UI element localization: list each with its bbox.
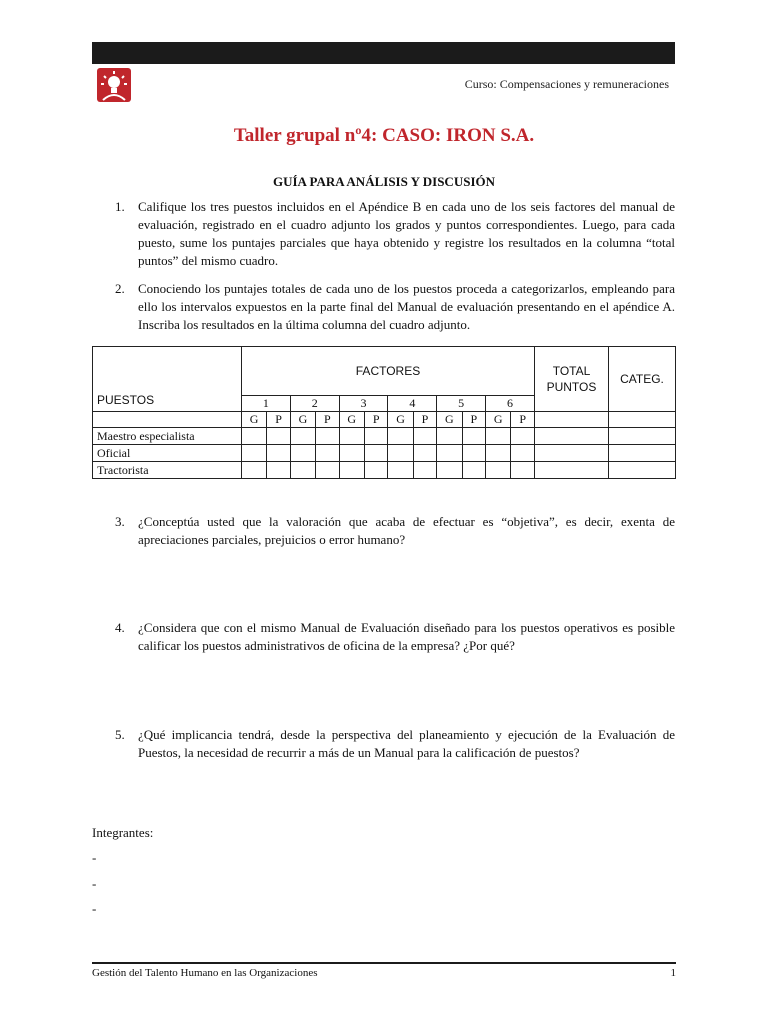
table-row bbox=[93, 428, 676, 445]
grado-label: G bbox=[339, 412, 364, 428]
grado-label: G bbox=[242, 412, 267, 428]
table-cell bbox=[339, 462, 364, 479]
table-cell bbox=[511, 462, 535, 479]
footer-text: Gestión del Talento Humano en las Organizaciones bbox=[92, 967, 318, 979]
factor-number: 5 bbox=[437, 396, 486, 412]
table-cell bbox=[388, 445, 413, 462]
table-cell bbox=[462, 445, 486, 462]
table-cell bbox=[388, 462, 413, 479]
table-cell bbox=[462, 462, 486, 479]
grado-label: G bbox=[388, 412, 413, 428]
table-cell bbox=[413, 445, 437, 462]
puntos-label: P bbox=[413, 412, 437, 428]
section-subtitle: GUÍA PARA ANÁLISIS Y DISCUSIÓN bbox=[272, 174, 495, 189]
table-cell bbox=[388, 428, 413, 445]
table-cell bbox=[511, 428, 535, 445]
table-cell bbox=[364, 428, 388, 445]
table-cell bbox=[267, 462, 291, 479]
factor-number: 6 bbox=[486, 396, 535, 412]
table-cell bbox=[437, 445, 462, 462]
table-cell bbox=[364, 445, 388, 462]
table-cell bbox=[242, 445, 267, 462]
factor-number: 3 bbox=[339, 396, 388, 412]
factores-header: FACTORES bbox=[242, 347, 535, 396]
table-cell bbox=[267, 428, 291, 445]
table-cell bbox=[364, 462, 388, 479]
table-cell bbox=[316, 445, 340, 462]
empty-cell bbox=[609, 412, 676, 428]
table-cell bbox=[339, 428, 364, 445]
table-cell bbox=[511, 445, 535, 462]
question-text: ¿Conceptúa usted que la valoración que acaba de efectuar es “objetiva”, es decir, exenta de apreciaciones parciales, prejuicios o error humano? bbox=[138, 514, 675, 547]
table-cell bbox=[609, 462, 676, 479]
table-cell bbox=[486, 445, 511, 462]
table-cell bbox=[486, 462, 511, 479]
grado-label: G bbox=[290, 412, 315, 428]
puntos-label: P bbox=[462, 412, 486, 428]
factor-number: 2 bbox=[290, 396, 339, 412]
evaluation-table bbox=[92, 346, 676, 479]
row-label: Maestro especialista bbox=[93, 428, 242, 445]
question-number: 2. bbox=[115, 281, 125, 296]
integrantes-label: Integrantes: bbox=[92, 825, 154, 840]
table-cell bbox=[535, 462, 609, 479]
categ-header: CATEG. bbox=[609, 347, 676, 412]
row-label: Tractorista bbox=[93, 462, 242, 479]
grado-label: G bbox=[486, 412, 511, 428]
puestos-header: PUESTOS bbox=[93, 347, 242, 412]
table-row bbox=[93, 462, 676, 479]
member-line: - bbox=[92, 901, 97, 916]
table-cell bbox=[267, 445, 291, 462]
question-number: 1. bbox=[115, 199, 125, 214]
factor-number: 4 bbox=[388, 396, 437, 412]
course-name: Curso: Compensaciones y remuneraciones bbox=[464, 77, 669, 91]
table-row bbox=[93, 445, 676, 462]
table-cell bbox=[242, 428, 267, 445]
table-cell bbox=[316, 428, 340, 445]
table-cell bbox=[290, 445, 315, 462]
table-cell bbox=[290, 428, 315, 445]
empty-cell bbox=[535, 412, 609, 428]
question-text: ¿Considera que con el mismo Manual de Evaluación diseñado para los puestos operativos es posible calificar los puestos administrativos de oficina de la empresa? ¿Por qué? bbox=[138, 620, 675, 653]
table-cell bbox=[437, 462, 462, 479]
table-cell bbox=[316, 462, 340, 479]
lightbulb-logo-icon bbox=[97, 68, 131, 102]
question-text: Conociendo los puntajes totales de cada uno de los puestos proceda a categorizarlos, empleando para ello los intervalos expuestos en la parte final del Manual de evaluación presentando en el apéndice A. Inscriba los resultados en la última columna del cuadro adjunto. bbox=[138, 281, 675, 332]
factor-number: 1 bbox=[242, 396, 291, 412]
table-cell bbox=[609, 445, 676, 462]
table-cell bbox=[413, 428, 437, 445]
table-cell bbox=[437, 428, 462, 445]
question-text: ¿Qué implicancia tendrá, desde la perspectiva del planeamiento y ejecución de la Evaluación de Puestos, la necesidad de recurrir a más de un Manual para la calificación de puestos? bbox=[138, 727, 675, 760]
grado-label: G bbox=[437, 412, 462, 428]
puntos-label: P bbox=[511, 412, 535, 428]
table-cell bbox=[413, 462, 437, 479]
footer-divider bbox=[92, 962, 676, 964]
table-cell bbox=[339, 445, 364, 462]
puntos-label: P bbox=[316, 412, 340, 428]
puntos-label: P bbox=[267, 412, 291, 428]
member-line: - bbox=[92, 850, 97, 865]
page-number: 1 bbox=[670, 967, 676, 979]
page-title: Taller grupal nº4: CASO: IRON S.A. bbox=[233, 125, 535, 146]
table-cell bbox=[242, 462, 267, 479]
row-label: Oficial bbox=[93, 445, 242, 462]
question-number: 4. bbox=[115, 620, 125, 635]
table-cell bbox=[486, 428, 511, 445]
table-cell bbox=[609, 428, 676, 445]
question-text: Califique los tres puestos incluidos en el Apéndice B en cada uno de los seis factores del manual de evaluación, registrado en el cuadro adjunto los grados y puntos correspondientes. Luego, para cada puesto, sume los puntajes parciales que haya obtenido y registre los resultados en la columna “total puntos” del mismo cuadro. bbox=[138, 199, 675, 268]
question-number: 5. bbox=[115, 727, 125, 742]
total-puntos-header: TOTAL PUNTOS bbox=[535, 347, 609, 412]
table-cell bbox=[462, 428, 486, 445]
table-cell bbox=[535, 445, 609, 462]
table-cell bbox=[535, 428, 609, 445]
table-cell bbox=[290, 462, 315, 479]
member-line: - bbox=[92, 876, 97, 891]
header-bar bbox=[92, 42, 675, 64]
empty-cell bbox=[93, 412, 242, 428]
puntos-label: P bbox=[364, 412, 388, 428]
question-number: 3. bbox=[115, 514, 125, 529]
